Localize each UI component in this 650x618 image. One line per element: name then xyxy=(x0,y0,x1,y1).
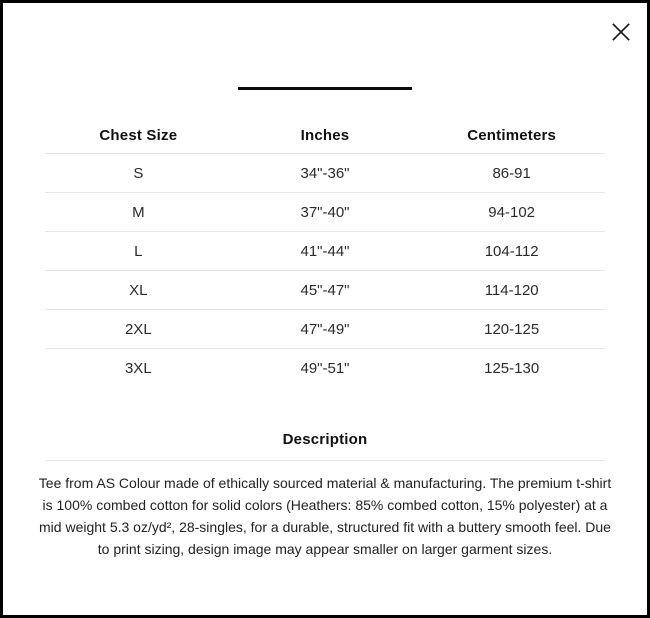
cell-centimeters: 86-91 xyxy=(492,164,531,182)
cell-size: 3XL xyxy=(124,359,152,377)
cell-size: 2XL xyxy=(124,320,152,338)
table-header-row xyxy=(45,117,605,154)
cell-size: M xyxy=(132,203,145,221)
close-button[interactable] xyxy=(606,17,636,47)
description-text: Tee from AS Colour made of ethically sourced material & manufacturing. The premium t-shirt is 100% combed cotton for solid colors (Heathers: 85% combed cotton, 15% polyester) at a mid weight 5.3 oz/yd², 28-singles, for a durable, structured fit with a buttery smooth feel. Due to print sizing, design image may appear smaller on larger garment sizes. xyxy=(38,475,612,557)
column-header-chest-size: Chest Size xyxy=(99,126,178,144)
active-tab-underline xyxy=(238,87,412,90)
cell-inches: 37"-40" xyxy=(300,203,350,221)
cell-centimeters: 114-120 xyxy=(484,281,539,299)
cell-size: L xyxy=(134,242,143,260)
cell-inches: 41"-44" xyxy=(300,242,350,260)
cell-inches: 49"-51" xyxy=(300,359,350,377)
table-row xyxy=(45,193,605,232)
cell-size: XL xyxy=(129,281,148,299)
table-row xyxy=(45,154,605,193)
column-header-centimeters: Centimeters xyxy=(467,126,557,144)
close-icon xyxy=(608,19,634,45)
column-header-inches: Inches xyxy=(300,126,350,144)
cell-inches: 34"-36" xyxy=(300,164,350,182)
cell-centimeters: 125-130 xyxy=(484,359,540,377)
table-row xyxy=(45,349,605,387)
description-divider xyxy=(45,460,605,461)
cell-size: S xyxy=(133,164,144,182)
cell-centimeters: 120-125 xyxy=(484,320,540,338)
cell-centimeters: 104-112 xyxy=(484,242,539,260)
table-row xyxy=(45,232,605,271)
table-row xyxy=(45,310,605,349)
size-chart-table xyxy=(45,117,605,387)
cell-inches: 47"-49" xyxy=(300,320,350,338)
description-heading: Description xyxy=(282,431,368,448)
cell-inches: 45"-47" xyxy=(300,281,350,299)
cell-centimeters: 94-102 xyxy=(488,203,536,221)
table-row xyxy=(45,271,605,310)
